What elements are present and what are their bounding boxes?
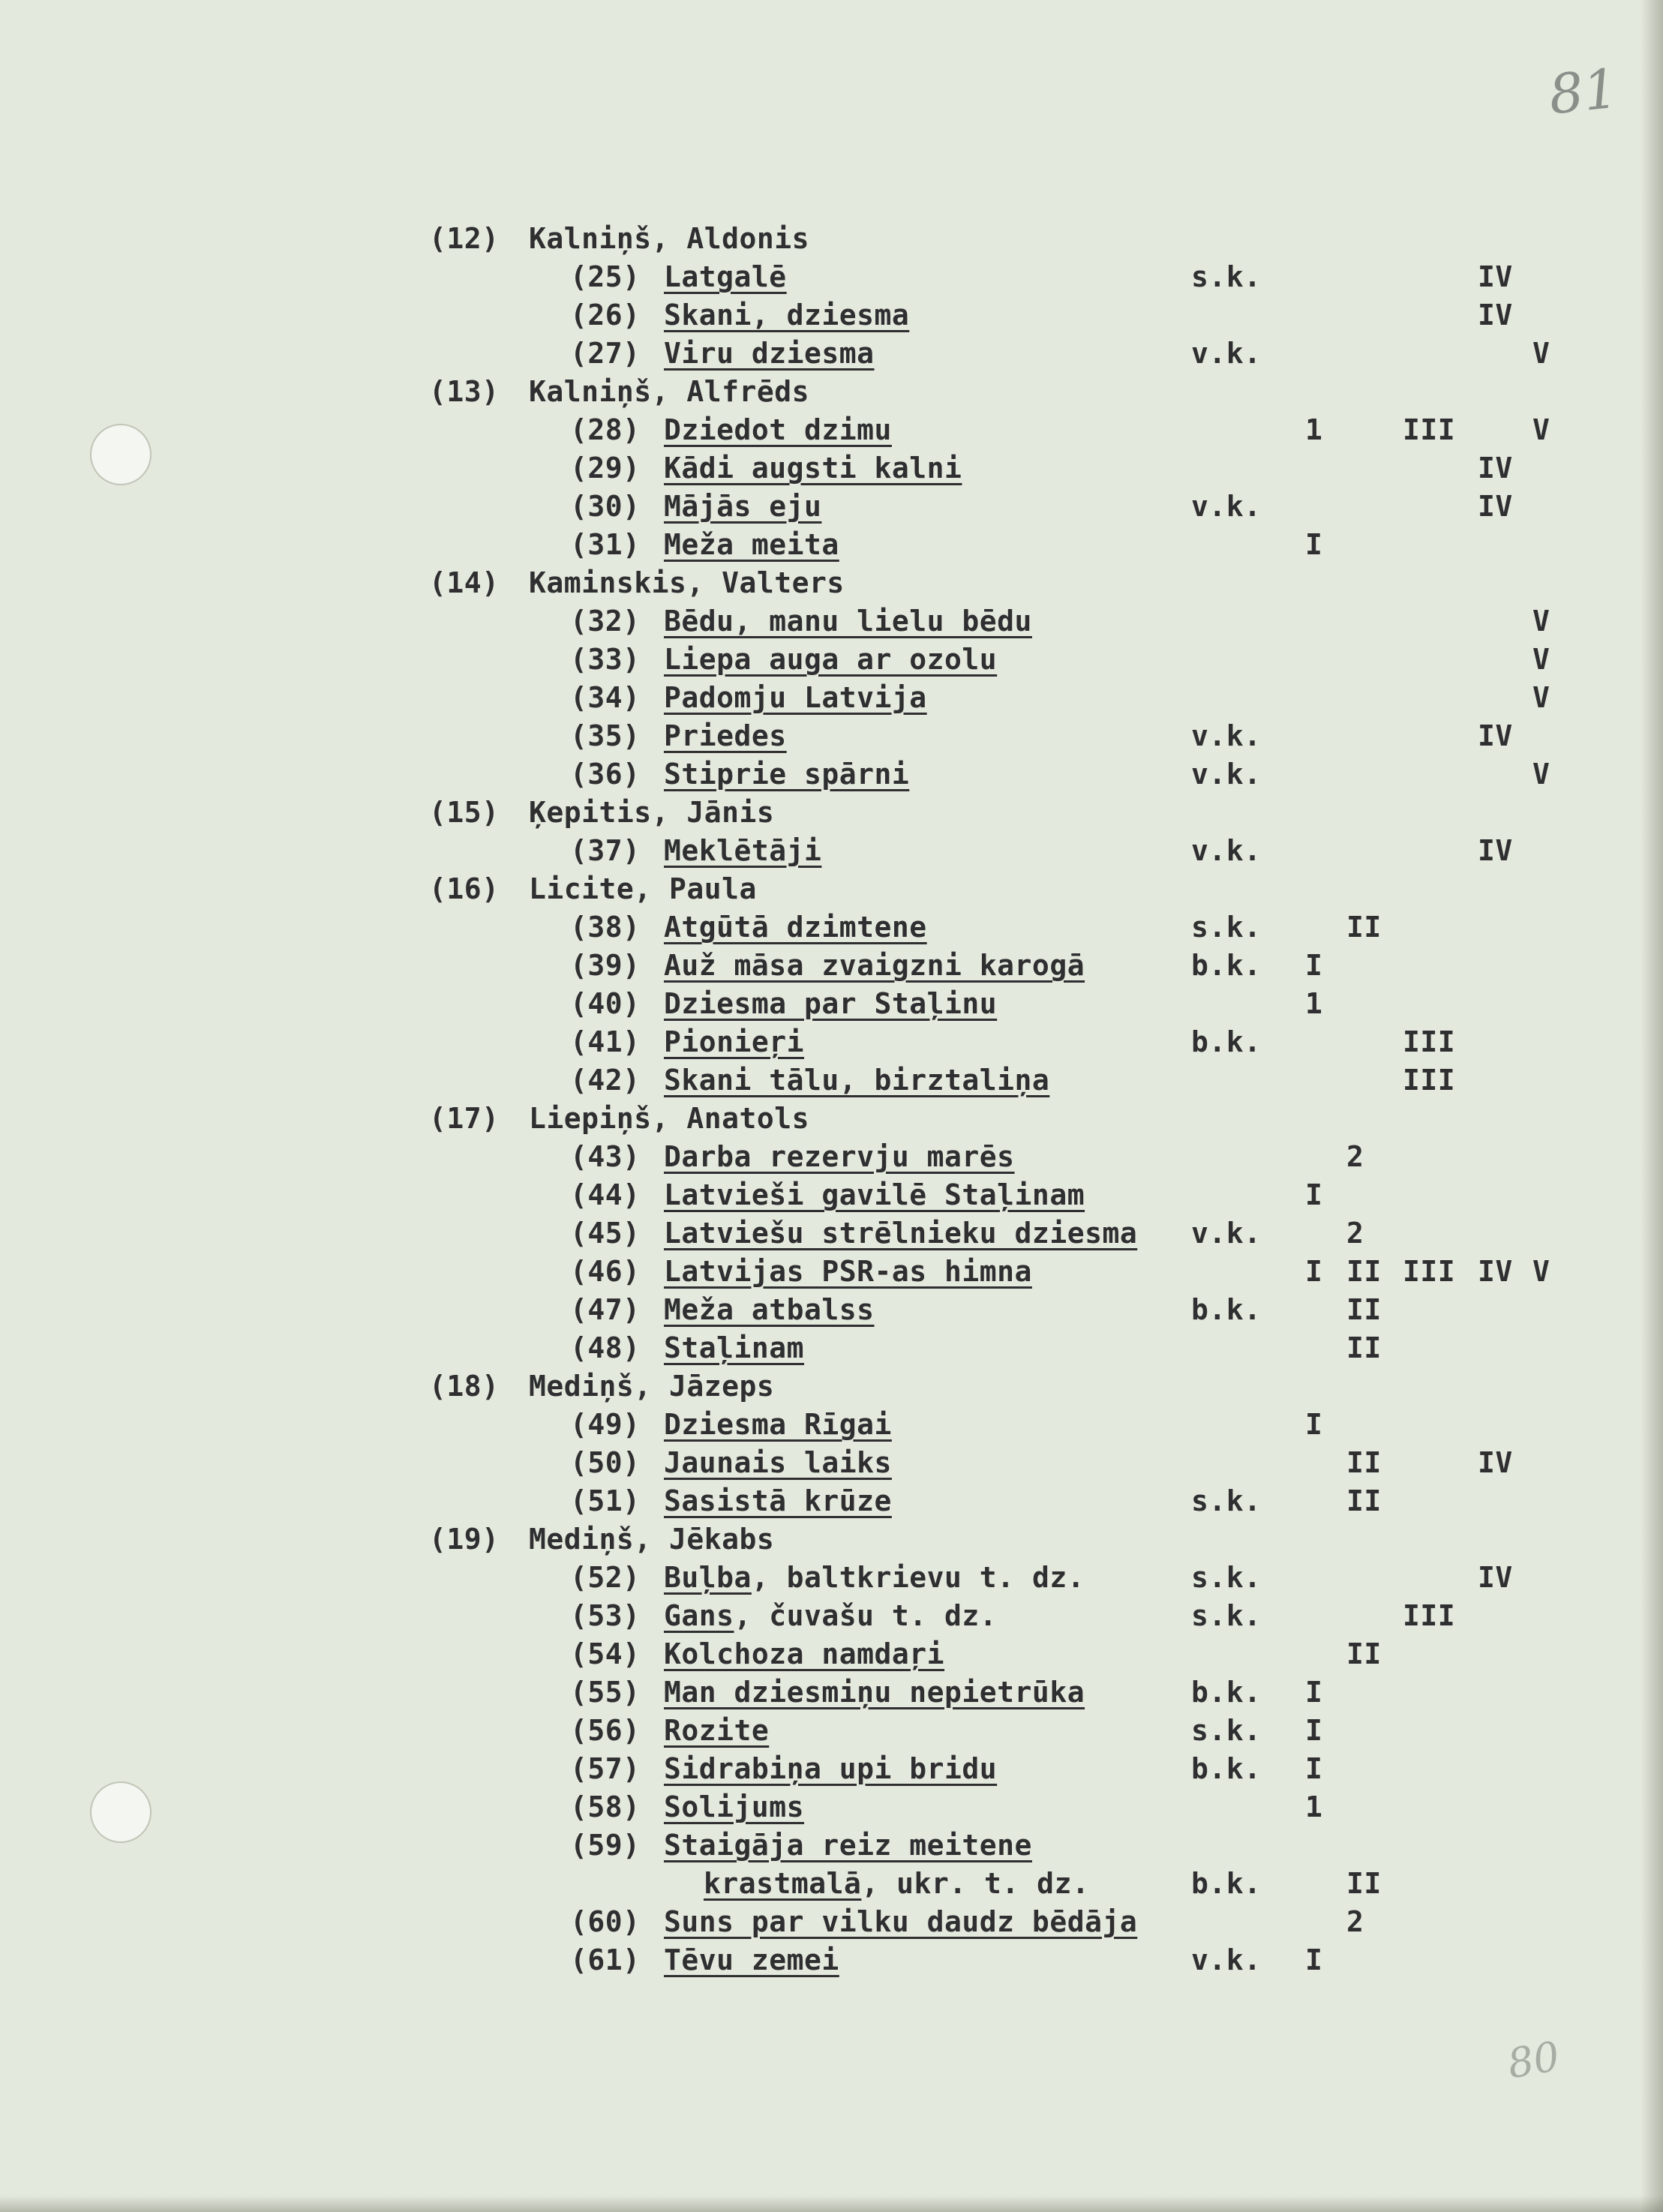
choir-type: s.k.: [1191, 260, 1262, 293]
volume-mark: III: [1403, 1064, 1456, 1097]
song-number: (51): [570, 1484, 641, 1517]
song-title: Meža meita: [664, 528, 839, 561]
song-number: (27): [570, 337, 641, 370]
song-title-cell: [664, 643, 997, 676]
composer-name: Ķepitis, Jānis: [529, 796, 775, 829]
volume-mark: IV: [1478, 299, 1513, 332]
song-row: [0, 528, 1663, 566]
song-title: Latgalē: [664, 260, 787, 293]
song-row: [0, 299, 1663, 337]
song-title: Priedes: [664, 719, 787, 752]
page-edge-shadow: [1640, 0, 1663, 2212]
song-title-cell: [664, 911, 927, 944]
volume-mark: IV: [1478, 834, 1513, 867]
volume-mark: V: [1532, 643, 1550, 676]
choir-type: v.k.: [1191, 758, 1262, 791]
volume-mark: I: [1305, 1178, 1323, 1211]
song-title-cell: [664, 1064, 1049, 1097]
song-number: (47): [570, 1293, 641, 1326]
song-title: Viru dziesma: [664, 337, 875, 370]
song-title-cell: [664, 1829, 1032, 1862]
volume-mark: IV: [1478, 452, 1513, 485]
song-row: [0, 605, 1663, 643]
song-title-cell: [664, 758, 909, 791]
composer-name: Mediņš, Jēkabs: [529, 1523, 775, 1556]
song-row: [0, 1140, 1663, 1178]
song-number: (52): [570, 1561, 641, 1594]
composer-number: (17): [429, 1102, 500, 1135]
song-title: Man dziesmiņu nepietrūka: [664, 1676, 1085, 1709]
song-title: Sidrabiņa upi bridu: [664, 1752, 998, 1785]
choir-type: b.k.: [1191, 949, 1262, 982]
song-number: (59): [570, 1829, 641, 1862]
volume-mark: I: [1305, 1408, 1323, 1441]
song-title-cell: [664, 1714, 769, 1747]
song-title-cell: [664, 299, 909, 332]
song-title: Mājās eju: [664, 490, 822, 523]
song-row: [0, 758, 1663, 796]
song-number: (34): [570, 681, 641, 714]
song-title-cell: [664, 1561, 1085, 1594]
composer-row: [0, 872, 1663, 911]
song-title: Latvijas PSR-as himna: [664, 1255, 1032, 1288]
song-title: Dziesma Rīgai: [664, 1408, 892, 1441]
song-number: (56): [570, 1714, 641, 1747]
song-row: [0, 1561, 1663, 1599]
composer-name: Kaminskis, Valters: [529, 566, 845, 599]
volume-mark: II: [1346, 1484, 1382, 1517]
volume-mark: II: [1346, 1255, 1382, 1288]
song-title-cell: [664, 452, 962, 485]
song-title-cell: [664, 413, 892, 446]
song-title: Kolchoza namdaŗi: [664, 1637, 945, 1670]
volume-mark: I: [1305, 528, 1323, 561]
volume-mark: II: [1346, 1331, 1382, 1364]
song-number: (49): [570, 1408, 641, 1441]
volume-mark: I: [1305, 1943, 1323, 1976]
composer-number: (14): [429, 566, 500, 599]
song-number: (60): [570, 1905, 641, 1938]
song-number: (42): [570, 1064, 641, 1097]
choir-type: v.k.: [1191, 1217, 1262, 1250]
song-number: (58): [570, 1790, 641, 1823]
song-title-cell: [704, 1867, 1089, 1900]
song-title: Suns par vilku daudz bēdāja: [664, 1905, 1138, 1938]
song-number: (26): [570, 299, 641, 332]
volume-mark: IV: [1478, 719, 1513, 752]
song-number: (32): [570, 605, 641, 638]
song-title-cell: [664, 1790, 804, 1823]
volume-mark: 2: [1346, 1140, 1364, 1173]
song-row: [0, 1293, 1663, 1331]
song-row: [0, 1178, 1663, 1217]
volume-mark: IV: [1478, 1561, 1513, 1594]
choir-type: b.k.: [1191, 1293, 1262, 1326]
choir-type: v.k.: [1191, 834, 1262, 867]
composer-row: [0, 1102, 1663, 1140]
song-row: [0, 1408, 1663, 1446]
song-number: (57): [570, 1752, 641, 1785]
song-title: Jaunais laiks: [664, 1446, 892, 1479]
song-title: Solijums: [664, 1790, 805, 1823]
song-row: [0, 1714, 1663, 1752]
song-title-cell: [664, 1676, 1085, 1709]
song-title: Darba rezervju marēs: [664, 1140, 1015, 1173]
composer-number: (12): [429, 222, 500, 255]
volume-mark: II: [1346, 1637, 1382, 1670]
song-title: Dziesma par Staļinu: [664, 987, 998, 1020]
choir-type: s.k.: [1191, 1714, 1262, 1747]
composer-number: (18): [429, 1370, 500, 1403]
song-title-cell: [664, 1255, 1032, 1288]
song-title-cell: [664, 949, 1085, 982]
song-number: (48): [570, 1331, 641, 1364]
composer-row: [0, 566, 1663, 605]
song-row: [0, 1905, 1663, 1943]
volume-mark: III: [1403, 1025, 1456, 1058]
volume-mark: III: [1403, 413, 1456, 446]
song-title: Auž māsa zvaigzni karogā: [664, 949, 1085, 982]
song-title-cell: [664, 1446, 892, 1479]
volume-mark: III: [1403, 1255, 1456, 1288]
page-bottom-shadow: [0, 2195, 1663, 2212]
volume-mark: I: [1305, 949, 1323, 982]
volume-mark: 2: [1346, 1217, 1364, 1250]
song-origin-note: , čuvašu t. dz.: [734, 1599, 998, 1632]
song-title-cell: [664, 260, 787, 293]
composer-row: [0, 1370, 1663, 1408]
volume-mark: II: [1346, 1446, 1382, 1479]
composer-name: Liepiņš, Anatols: [529, 1102, 810, 1135]
song-title: Skani, dziesma: [664, 299, 910, 332]
song-number: (39): [570, 949, 641, 982]
song-row: [0, 1829, 1663, 1867]
choir-type: v.k.: [1191, 719, 1262, 752]
song-title: Skani tālu, birztaliņa: [664, 1064, 1050, 1097]
song-title: Dziedot dzimu: [664, 413, 892, 446]
song-number: (25): [570, 260, 641, 293]
song-listing: [0, 222, 1663, 1982]
song-title-cell: [664, 1484, 892, 1517]
song-title: Tēvu zemei: [664, 1943, 839, 1976]
song-title: Bēdu, manu lielu bēdu: [664, 605, 1032, 638]
volume-mark: II: [1346, 911, 1382, 944]
song-row: [0, 1752, 1663, 1790]
composer-row: [0, 1523, 1663, 1561]
volume-mark: IV: [1478, 490, 1513, 523]
song-row: [0, 1484, 1663, 1523]
volume-mark: III: [1403, 1599, 1456, 1632]
song-number: (28): [570, 413, 641, 446]
song-row: [0, 643, 1663, 681]
song-row: [0, 1025, 1663, 1064]
song-number: (29): [570, 452, 641, 485]
volume-mark: 1: [1305, 987, 1323, 1020]
song-title-cell: [664, 719, 787, 752]
song-title-cell: [664, 1293, 875, 1326]
song-number: (33): [570, 643, 641, 676]
volume-mark: V: [1532, 1255, 1550, 1288]
composer-name: Kalniņš, Aldonis: [529, 222, 810, 255]
song-title: Stiprie spārni: [664, 758, 910, 791]
song-row: [0, 490, 1663, 528]
composer-number: (13): [429, 375, 500, 408]
volume-mark: V: [1532, 758, 1550, 791]
volume-mark: 1: [1305, 1790, 1323, 1823]
song-title: Sasistā krūze: [664, 1484, 892, 1517]
composer-name: Mediņš, Jāzeps: [529, 1370, 775, 1403]
choir-type: s.k.: [1191, 1484, 1262, 1517]
song-title-cell: [664, 1331, 804, 1364]
song-number: (31): [570, 528, 641, 561]
choir-type: v.k.: [1191, 1943, 1262, 1976]
song-title-cell: [664, 1905, 1137, 1938]
volume-mark: V: [1532, 337, 1550, 370]
song-row: [0, 681, 1663, 719]
song-title-cell: [664, 1599, 997, 1632]
song-row: [0, 1637, 1663, 1676]
song-number: (43): [570, 1140, 641, 1173]
song-title-cell: [664, 681, 927, 714]
volume-mark: V: [1532, 413, 1550, 446]
volume-mark: I: [1305, 1752, 1323, 1785]
song-title-cell: [664, 528, 839, 561]
song-number: (41): [570, 1025, 641, 1058]
song-origin-note: , baltkrievu t. dz.: [751, 1561, 1085, 1594]
choir-type: b.k.: [1191, 1676, 1262, 1709]
song-title: Meklētāji: [664, 834, 822, 867]
song-title: Gans: [664, 1599, 734, 1632]
song-title: Pionieŗi: [664, 1025, 805, 1058]
song-row: [0, 1217, 1663, 1255]
song-number: (44): [570, 1178, 641, 1211]
volume-mark: I: [1305, 1255, 1323, 1288]
song-number: (35): [570, 719, 641, 752]
song-number: (53): [570, 1599, 641, 1632]
song-title: Atgūtā dzimtene: [664, 911, 927, 944]
song-row: [0, 949, 1663, 987]
song-title-cell: [664, 1140, 1015, 1173]
volume-mark: IV: [1478, 1446, 1513, 1479]
volume-mark: V: [1532, 681, 1550, 714]
choir-type: s.k.: [1191, 1561, 1262, 1594]
composer-row: [0, 796, 1663, 834]
song-title: Latvieši gavilē Staļinam: [664, 1178, 1085, 1211]
volume-mark: 1: [1305, 413, 1323, 446]
song-row: [0, 1255, 1663, 1293]
song-title: Liepa auga ar ozolu: [664, 643, 998, 676]
song-title-cell: [664, 605, 1032, 638]
volume-mark: IV: [1478, 260, 1513, 293]
song-row: [0, 719, 1663, 758]
choir-type: s.k.: [1191, 1599, 1262, 1632]
song-title: Staigāja reiz meitene: [664, 1829, 1032, 1862]
song-title-cell: [664, 1217, 1137, 1250]
song-row: [0, 1331, 1663, 1370]
song-number: (30): [570, 490, 641, 523]
handwritten-page-number: 81: [1545, 56, 1621, 127]
song-title-cell: [664, 337, 875, 370]
song-title-cell: [664, 987, 997, 1020]
song-row: [0, 1676, 1663, 1714]
song-title: Meža atbalss: [664, 1293, 875, 1326]
song-title: Padomju Latvija: [664, 681, 927, 714]
song-title: Latviešu strēlnieku dziesma: [664, 1217, 1138, 1250]
choir-type: v.k.: [1191, 490, 1262, 523]
song-title: Rozite: [664, 1714, 770, 1747]
song-number: (46): [570, 1255, 641, 1288]
song-row: [0, 1599, 1663, 1637]
song-row: [0, 337, 1663, 375]
volume-mark: II: [1346, 1867, 1382, 1900]
song-title-cell: [664, 490, 821, 523]
volume-mark: V: [1532, 605, 1550, 638]
song-title: Staļinam: [664, 1331, 805, 1364]
song-row: [0, 413, 1663, 452]
song-row: [0, 987, 1663, 1025]
composer-name: Licite, Paula: [529, 872, 757, 905]
composer-name: Kalniņš, Alfrēds: [529, 375, 810, 408]
composer-row: [0, 222, 1663, 260]
song-title-cell: [664, 1943, 839, 1976]
composer-number: (15): [429, 796, 500, 829]
song-title-cell: [664, 1408, 892, 1441]
song-number: (38): [570, 911, 641, 944]
song-number: (36): [570, 758, 641, 791]
song-row: [0, 911, 1663, 949]
choir-type: b.k.: [1191, 1752, 1262, 1785]
song-title-cell: [664, 1025, 804, 1058]
song-title-cell: [664, 1178, 1085, 1211]
song-title-cell: [664, 1752, 997, 1785]
choir-type: s.k.: [1191, 911, 1262, 944]
song-title: Kādi augsti kalni: [664, 452, 962, 485]
song-row: [0, 1790, 1663, 1829]
song-number: (54): [570, 1637, 641, 1670]
song-number: (50): [570, 1446, 641, 1479]
song-number: (55): [570, 1676, 641, 1709]
choir-type: b.k.: [1191, 1867, 1262, 1900]
song-row: [0, 1064, 1663, 1102]
song-number: (40): [570, 987, 641, 1020]
choir-type: b.k.: [1191, 1025, 1262, 1058]
song-origin-note: , ukr. t. dz.: [861, 1867, 1090, 1900]
song-title-cell: [664, 1637, 944, 1670]
song-row: [0, 260, 1663, 299]
song-row: [0, 834, 1663, 872]
handwritten-page-number-old: 80: [1504, 2032, 1563, 2088]
song-number: (45): [570, 1217, 641, 1250]
song-row-continuation: [0, 1867, 1663, 1905]
volume-mark: IV: [1478, 1255, 1513, 1288]
composer-number: (19): [429, 1523, 500, 1556]
choir-type: v.k.: [1191, 337, 1262, 370]
volume-mark: 2: [1346, 1905, 1364, 1938]
volume-mark: I: [1305, 1676, 1323, 1709]
song-row: [0, 452, 1663, 490]
song-title-cell: [664, 834, 821, 867]
song-row: [0, 1446, 1663, 1484]
song-title: Buļba: [664, 1561, 752, 1594]
volume-mark: II: [1346, 1293, 1382, 1326]
song-number: (37): [570, 834, 641, 867]
song-number: (61): [570, 1943, 641, 1976]
song-title-continuation: krastmalā: [704, 1867, 862, 1900]
song-row: [0, 1943, 1663, 1982]
volume-mark: I: [1305, 1714, 1323, 1747]
composer-number: (16): [429, 872, 500, 905]
composer-row: [0, 375, 1663, 413]
